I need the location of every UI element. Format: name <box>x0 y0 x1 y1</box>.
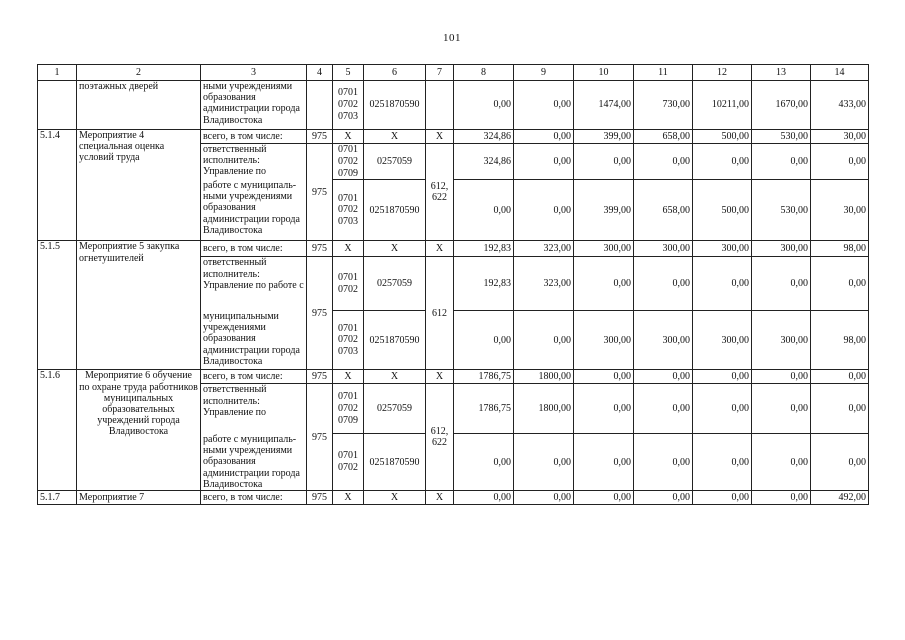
total-label: всего, в том числе: <box>201 490 307 504</box>
value-cell: 300,00 <box>693 241 752 257</box>
value-cell: 0,00 <box>574 257 634 311</box>
value-cell: 323,00 <box>514 241 574 257</box>
activity-name: Мероприятие 4 специальная оценка условий труда <box>77 130 201 241</box>
header-cell: 11 <box>634 65 693 81</box>
header-cell: 9 <box>514 65 574 81</box>
value-cell: 0,00 <box>574 370 634 384</box>
value-cell: 0,00 <box>514 130 574 144</box>
value-cell: 658,00 <box>634 130 693 144</box>
row-number-cell: 5.1.7 <box>38 490 77 504</box>
section-codes: 0701 0702 <box>333 434 364 491</box>
x-mark: X <box>426 370 454 384</box>
section-codes: 0701 0702 0709 <box>333 144 364 180</box>
x-mark: X <box>364 490 426 504</box>
activity-name: Мероприятие 6 обучение по охране труда работников муниципальных образовательных учреждений города Владивостока <box>77 370 201 491</box>
x-mark: X <box>333 241 364 257</box>
value-cell: 0,00 <box>752 370 811 384</box>
value-cell: 1800,00 <box>514 370 574 384</box>
vr-cell: 612, 622 <box>426 384 454 491</box>
x-mark: X <box>426 490 454 504</box>
value-cell: 1800,00 <box>514 384 574 434</box>
header-cell: 1 <box>38 65 77 81</box>
table-row <box>38 370 869 384</box>
value-cell: 300,00 <box>752 311 811 370</box>
value-cell: 0,00 <box>574 490 634 504</box>
value-cell: 0,00 <box>811 370 869 384</box>
value-cell: 0,00 <box>693 144 752 180</box>
grbs-cell: 975 <box>307 384 333 491</box>
header-cell: 8 <box>454 65 514 81</box>
csr-code: 0251870590 <box>364 81 426 130</box>
x-mark: X <box>333 490 364 504</box>
value-cell: 0,00 <box>454 180 514 241</box>
header-cell: 13 <box>752 65 811 81</box>
vr-cell: 612 <box>426 257 454 370</box>
value-cell: 0,00 <box>811 257 869 311</box>
value-cell: 730,00 <box>634 81 693 130</box>
grbs-cell <box>307 81 333 130</box>
total-label: всего, в том числе: <box>201 130 307 144</box>
value-cell: 530,00 <box>752 180 811 241</box>
value-cell: 0,00 <box>574 434 634 491</box>
value-cell: 530,00 <box>752 130 811 144</box>
grbs-cell: 975 <box>307 257 333 370</box>
executor-cell: работе с муниципаль-ными учреждениями образования администрации города Владивостока <box>201 180 307 241</box>
value-cell: 300,00 <box>634 241 693 257</box>
table-row <box>38 81 869 130</box>
value-cell: 1786,75 <box>454 370 514 384</box>
executor-cell: работе с муниципаль-ными учреждениями образования администрации города Владивостока <box>201 434 307 491</box>
value-cell: 0,00 <box>454 490 514 504</box>
value-cell: 500,00 <box>693 130 752 144</box>
value-cell: 0,00 <box>574 384 634 434</box>
x-mark: X <box>333 130 364 144</box>
executor-cell: ответственный исполнитель: Управление по <box>201 144 307 180</box>
value-cell: 0,00 <box>634 384 693 434</box>
value-cell: 0,00 <box>514 180 574 241</box>
value-cell: 300,00 <box>634 311 693 370</box>
total-label: всего, в том числе: <box>201 241 307 257</box>
value-cell: 300,00 <box>693 311 752 370</box>
section-codes: 0701 0702 0709 <box>333 384 364 434</box>
csr-code: 0257059 <box>364 144 426 180</box>
value-cell: 0,00 <box>514 81 574 130</box>
value-cell: 0,00 <box>693 434 752 491</box>
value-cell: 399,00 <box>574 180 634 241</box>
activity-name: поэтажных дверей <box>77 81 201 130</box>
section-codes: 0701 0702 0703 <box>333 81 364 130</box>
section-codes: 0701 0702 <box>333 257 364 311</box>
table-row <box>38 130 869 144</box>
value-cell: 192,83 <box>454 241 514 257</box>
value-cell: 0,00 <box>454 81 514 130</box>
value-cell: 0,00 <box>693 370 752 384</box>
value-cell: 0,00 <box>752 384 811 434</box>
csr-code: 0257059 <box>364 384 426 434</box>
header-cell: 14 <box>811 65 869 81</box>
section-codes: 0701 0702 0703 <box>333 180 364 241</box>
value-cell: 500,00 <box>693 180 752 241</box>
value-cell: 0,00 <box>634 434 693 491</box>
value-cell: 433,00 <box>811 81 869 130</box>
row-number-cell <box>38 81 77 130</box>
x-mark: X <box>333 370 364 384</box>
value-cell: 0,00 <box>514 311 574 370</box>
executor-cell: ными учреждениями образования администрации города Владивостока <box>201 81 307 130</box>
value-cell: 0,00 <box>752 144 811 180</box>
executor-cell: ответственный исполнитель: Управление по <box>201 384 307 434</box>
value-cell: 0,00 <box>693 384 752 434</box>
value-cell: 300,00 <box>574 311 634 370</box>
value-cell: 1786,75 <box>454 384 514 434</box>
value-cell: 0,00 <box>574 144 634 180</box>
value-cell: 0,00 <box>752 490 811 504</box>
row-number-cell: 5.1.4 <box>38 130 77 241</box>
header-row <box>38 65 869 81</box>
csr-code: 0251870590 <box>364 311 426 370</box>
header-cell: 4 <box>307 65 333 81</box>
value-cell: 0,00 <box>454 434 514 491</box>
value-cell: 98,00 <box>811 311 869 370</box>
vr-cell <box>426 81 454 130</box>
csr-code: 0257059 <box>364 257 426 311</box>
value-cell: 0,00 <box>454 311 514 370</box>
value-cell: 492,00 <box>811 490 869 504</box>
header-cell: 5 <box>333 65 364 81</box>
value-cell: 0,00 <box>634 144 693 180</box>
value-cell: 1474,00 <box>574 81 634 130</box>
grbs-cell: 975 <box>307 490 333 504</box>
grbs-cell: 975 <box>307 130 333 144</box>
value-cell: 300,00 <box>574 241 634 257</box>
value-cell: 323,00 <box>514 257 574 311</box>
row-number-cell: 5.1.6 <box>38 370 77 491</box>
table-row <box>38 490 869 504</box>
value-cell: 399,00 <box>574 130 634 144</box>
header-cell: 12 <box>693 65 752 81</box>
x-mark: X <box>364 370 426 384</box>
executor-cell: ответственный исполнитель: Управление по работе с <box>201 257 307 311</box>
value-cell: 1670,00 <box>752 81 811 130</box>
value-cell: 30,00 <box>811 130 869 144</box>
section-codes: 0701 0702 0703 <box>333 311 364 370</box>
value-cell: 192,83 <box>454 257 514 311</box>
grbs-cell: 975 <box>307 370 333 384</box>
value-cell: 0,00 <box>634 490 693 504</box>
activity-name: Мероприятие 5 закупка огнетушителей <box>77 241 201 370</box>
row-number-cell: 5.1.5 <box>38 241 77 370</box>
value-cell: 0,00 <box>514 144 574 180</box>
budget-table <box>37 64 869 505</box>
header-cell: 6 <box>364 65 426 81</box>
grbs-cell: 975 <box>307 241 333 257</box>
value-cell: 300,00 <box>752 241 811 257</box>
page-number: 101 <box>443 32 461 44</box>
value-cell: 0,00 <box>811 144 869 180</box>
value-cell: 0,00 <box>634 370 693 384</box>
activity-name: Мероприятие 7 <box>77 490 201 504</box>
value-cell: 0,00 <box>752 434 811 491</box>
header-cell: 2 <box>77 65 201 81</box>
value-cell: 0,00 <box>752 257 811 311</box>
executor-cell: муниципальными учреждениями образования администрации города Владивостока <box>201 311 307 370</box>
value-cell: 658,00 <box>634 180 693 241</box>
x-mark: X <box>426 241 454 257</box>
value-cell: 0,00 <box>811 434 869 491</box>
value-cell: 0,00 <box>693 257 752 311</box>
x-mark: X <box>364 241 426 257</box>
vr-cell: 612, 622 <box>426 144 454 241</box>
value-cell: 0,00 <box>693 490 752 504</box>
value-cell: 0,00 <box>514 434 574 491</box>
value-cell: 98,00 <box>811 241 869 257</box>
x-mark: X <box>364 130 426 144</box>
csr-code: 0251870590 <box>364 434 426 491</box>
value-cell: 0,00 <box>811 384 869 434</box>
header-cell: 3 <box>201 65 307 81</box>
header-cell: 7 <box>426 65 454 81</box>
value-cell: 0,00 <box>634 257 693 311</box>
value-cell: 0,00 <box>514 490 574 504</box>
value-cell: 324,86 <box>454 130 514 144</box>
grbs-cell: 975 <box>307 144 333 241</box>
value-cell: 324,86 <box>454 144 514 180</box>
table-row <box>38 241 869 257</box>
value-cell: 10211,00 <box>693 81 752 130</box>
csr-code: 0251870590 <box>364 180 426 241</box>
header-cell: 10 <box>574 65 634 81</box>
total-label: всего, в том числе: <box>201 370 307 384</box>
x-mark: X <box>426 130 454 144</box>
value-cell: 30,00 <box>811 180 869 241</box>
